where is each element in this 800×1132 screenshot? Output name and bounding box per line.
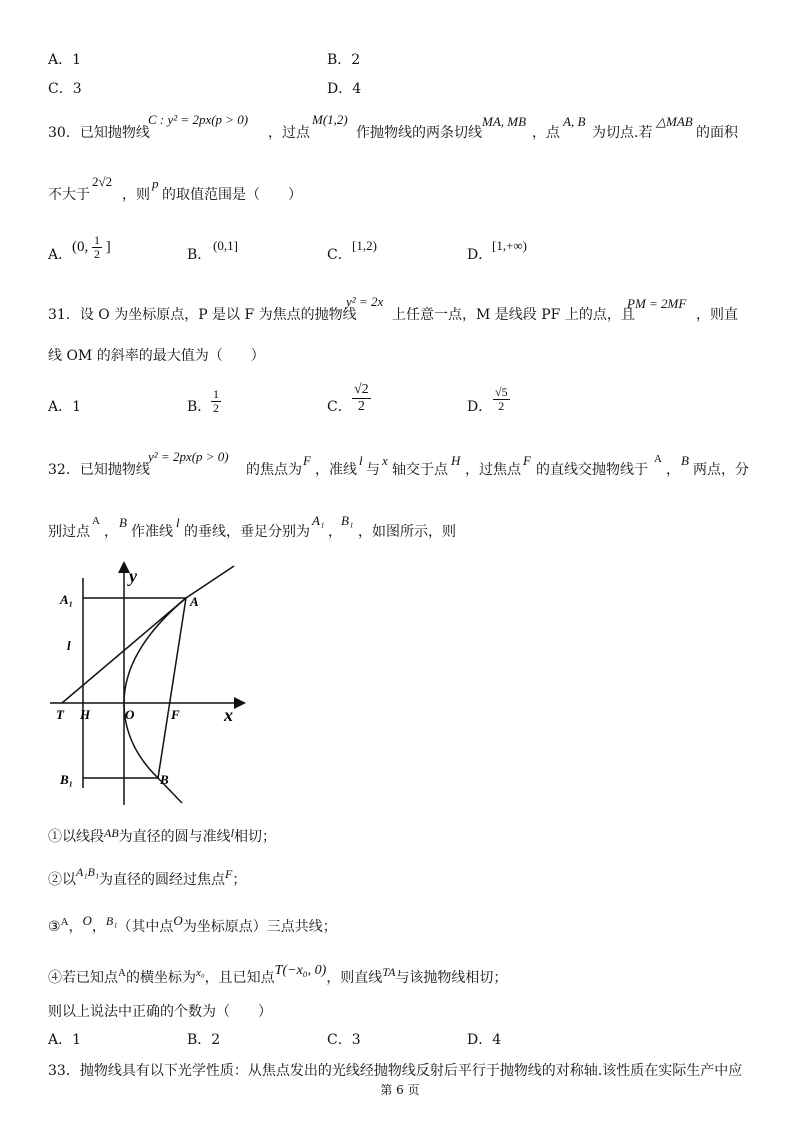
q31-text: 上任意一点，M 是线段 PF 上的点，且 [392, 307, 635, 323]
label-b: B [160, 772, 169, 787]
q32-text: ， [104, 524, 118, 540]
q30-text: 不大于 [48, 187, 90, 203]
q31-text: 线 OM 的斜率的最大值为（ ） [48, 348, 265, 364]
q30-p: p [152, 176, 159, 191]
q31-relation: PM = 2MF [627, 296, 687, 311]
q30-option-b-value: (0,1] [213, 238, 238, 253]
q32-text: 别过点 [48, 524, 90, 540]
q32-text: 两点，分 [693, 462, 749, 478]
q32-text: 轴交于点 [392, 462, 448, 478]
q31-option-c-label: C． [327, 399, 352, 415]
statement-1: ①以线段AB为直径的圆与准线l相切； [48, 826, 277, 845]
q30-bound: 2√2 [92, 174, 113, 189]
label-l: l [67, 638, 71, 653]
q30-text: 作抛物线的两条切线 [356, 125, 482, 141]
q32-f2: F [523, 453, 531, 468]
q32-curve: y² = 2px(p > 0) [148, 449, 229, 464]
q30-option-c-value: [1,2) [352, 238, 377, 253]
q33-text: 33．抛物线具有以下光学性质：从焦点发出的光线经抛物线反射后平行于抛物线的对称轴.该性质在实际生产中应 [48, 1063, 743, 1079]
q32-option-d: D．4 [467, 1032, 502, 1048]
q32-text: ， [328, 524, 342, 540]
label-t: T [56, 707, 64, 722]
q30-option-d-value: [1,+∞) [492, 238, 528, 253]
label-a: A [190, 594, 199, 609]
q32-question: 则以上说法中正确的个数为（ ） [48, 1004, 272, 1020]
label-o: O [125, 707, 135, 722]
q30-text: 为切点.若 [592, 125, 653, 141]
q32-a: A [654, 453, 662, 465]
q30-option-a-label: A． [48, 247, 73, 263]
parabola-upper [124, 566, 234, 703]
q32-text: ， [666, 462, 680, 478]
parabola-figure [48, 560, 248, 810]
q30-option-c-label: C． [327, 247, 352, 263]
q31-option-b-value: $\frac{1}{2}$ [213, 387, 219, 415]
q32-text: ，如图所示，则 [358, 524, 456, 540]
page-number: 第 6 页 [380, 1083, 420, 1097]
q31-option-b-label: B． [187, 399, 212, 415]
q31-option-d-label: D． [467, 399, 493, 415]
q31-text: 31．设 O 为坐标原点，P 是以 F 为焦点的抛物线 [48, 307, 357, 323]
q32-b: B [119, 515, 127, 530]
q30-triangle: △MAB [656, 114, 693, 129]
q29-option-c: C．3 [48, 81, 82, 97]
q30-option-d-label: D． [467, 247, 493, 263]
statement-3: ③$^A$，O，B₁（其中点O为坐标原点）三点共线； [48, 913, 337, 935]
q30-points: A, B [563, 114, 586, 129]
q32-text: 与 [366, 462, 380, 478]
q30-point-m: M(1,2) [312, 112, 348, 127]
q32-h: H [451, 453, 461, 468]
q31-option-a: A．1 [48, 399, 82, 415]
q30-text: ，过点 [268, 125, 310, 141]
label-y: y [129, 566, 137, 586]
q30-text: 的取值范围是（ ） [162, 187, 302, 203]
q30-lines: MA, MB [482, 114, 527, 129]
q32-text: 的焦点为 [246, 462, 302, 478]
q30-number: 30．已知抛物线 [48, 125, 150, 141]
q30-text: 的面积 [696, 125, 738, 141]
q31-text: ，则直 [696, 307, 738, 323]
q32-x: x [382, 453, 388, 468]
q30-option-b-label: B． [187, 247, 212, 263]
q32-a: A [92, 515, 100, 527]
q30-text: ，则 [122, 187, 150, 203]
q32-text: 32．已知抛物线 [48, 462, 150, 478]
focal-chord [158, 598, 186, 778]
q32-text: ，过焦点 [465, 462, 521, 478]
q31-option-c-value: $\frac{√2}{2}$ [354, 382, 369, 414]
label-f: F [171, 707, 180, 722]
q32-f: F [303, 453, 311, 468]
q30-text: ，点 [532, 125, 560, 141]
q31-option-d-value: $\frac{√5}{2}$ [495, 385, 508, 413]
label-a1: A₁ [60, 592, 74, 607]
q32-text: 的垂线，垂足分别为 [184, 524, 310, 540]
label-x: x [224, 705, 233, 725]
q32-l: l [176, 515, 180, 530]
q32-option-b: B．2 [187, 1032, 221, 1048]
label-b1: B₁ [60, 772, 74, 787]
q32-text: ，准线 [315, 462, 357, 478]
q32-b1: B₁ [341, 513, 354, 528]
q32-text: 作准线 [131, 524, 173, 540]
label-h: H [80, 707, 91, 722]
q31-curve: y² = 2x [346, 294, 384, 309]
q32-option-c: C．3 [327, 1032, 361, 1048]
q29-option-b: B．2 [327, 52, 361, 68]
q29-option-a: A．1 [48, 52, 82, 68]
q30-option-a-value: (0, $\frac{1}{2}$ ] [72, 233, 111, 261]
q32-b: B [681, 453, 689, 468]
statement-2: ②以A₁B₁为直径的圆经过焦点F； [48, 865, 247, 888]
q32-a1: A₁ [312, 513, 325, 528]
q29-option-d: D．4 [327, 81, 362, 97]
q30-curve: C : y² = 2px(p > 0) [148, 112, 249, 127]
statement-4: ④若已知点$^A$的横坐标为$^{x_0}$，且已知点T(−x₀, 0)，则直线TA与该抛物线相切； [48, 963, 508, 986]
q32-text: 的直线交抛物线于 [536, 462, 648, 478]
q32-option-a: A．1 [48, 1032, 82, 1048]
q32-l: l [359, 453, 363, 468]
